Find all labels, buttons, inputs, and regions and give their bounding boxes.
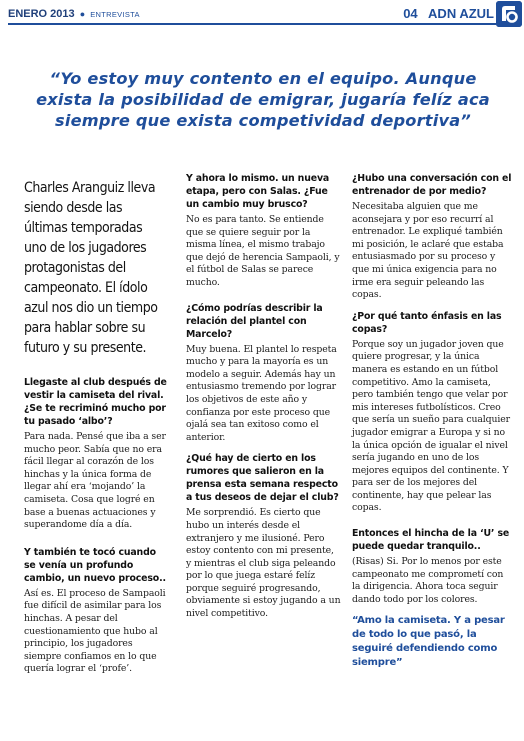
page-number: 04 (403, 6, 418, 21)
question: ¿Hubo una conversación con el entrenador de por medio? (352, 173, 512, 197)
pull-quote-top: “Yo estoy muy contento en el equipo. Aunque exista la posibilidad de emigrar, jugaría felíz aca siempre que exista competividad deportiva” (36, 69, 490, 130)
page-header (0, 0, 524, 34)
answer: Para nada. Pensé que iba a ser mucho peor. Sabía que no era fácil llegar al corazón de los hinchas y la única forma de llegar ahí era ‘mojando’ la camiseta. Cosa que logré en base a buenas actuaciones y superandome día a día. (24, 431, 166, 531)
answer: Necesitaba alguien que me aconsejara y por eso recurrí al entrenador. Le expliqué también mi posición, le aclaré que estaba entusiasmado por su proceso y que mi única exigencia para no irme era seguir peleando las copas. (352, 201, 504, 301)
column-3 (352, 172, 512, 670)
issue-info (8, 8, 140, 20)
question: ¿Qué hay de cierto en los rumores que salieron en la prensa esta semana respecto a tus deseos de dejar el club? (186, 453, 339, 504)
question: Y también te tocó cuando se venía un profundo cambio, un nuevo proceso.. (24, 546, 166, 584)
question: Llegaste al club después de vestir la camiseta del rival. ¿Se te recriminó mucho por tu pasado ‘albo’? (24, 377, 167, 427)
answer: Porque soy un jugador joven que quiere progresar, y la única manera es estando en un fútbol competitivo. Amo la camiseta, pero también tengo que velar por mis intereses futbolísticos. Creo que sería un sueño para cualquier jugador emigrar a Europa y si no la única opción de igualar el nivel sería jugando en uno de los mejores equipos del continente. Y para ser de los mejores del continente, hay que pelear las copas. (352, 338, 511, 514)
answer: Así es. El proceso de Sampaoli fue difícil de asimilar para los hinchas. A pesar del cuestionamiento que hubo al principio, los jugadores siempre confiamos en lo que quería lograr el ‘profe’. (24, 587, 166, 675)
magazine-logo-icon (496, 1, 522, 27)
question: ¿Por qué tanto énfasis en las copas? (352, 310, 502, 335)
answer: (Risas) Si. Por lo menos por este campeonato me comprometí con la dirigencia. Ahora toca seguir dando todo por los colores. (352, 556, 504, 605)
pull-quote-bottom: “Amo la camiseta. Y a pesar de todo lo que pasó, la seguiré defendiendo como siempre” (352, 615, 505, 669)
bullet-separator: ● (79, 9, 86, 19)
question: Entonces el hincha de la ‘U’ se puede quedar tranquilo.. (352, 528, 510, 553)
intro-paragraph: Charles Aranguiz lleva siendo desde las últimas temporadas uno de los jugadores protagonistas del campeonato. El ídolo azul nos dio un tiempo para hablar sobre su futuro y su presente. (24, 180, 158, 356)
issue-date: ENERO 2013 (8, 8, 75, 20)
question: Y ahora lo mismo. un nueva etapa, pero con Salas. ¿Fue un cambio muy brusco? (186, 173, 330, 210)
column-2 (186, 172, 341, 629)
column-1 (24, 172, 168, 684)
header-rule (8, 23, 496, 25)
magazine-name: ADN AZUL (428, 6, 494, 21)
section-name: ENTREVISTA (90, 10, 140, 19)
question: ¿Cómo podrías describir la relación del plantel con Marcelo? (186, 302, 323, 340)
page-folio (403, 6, 494, 21)
answer: Muy buena. El plantel lo respeta mucho y para la mayoría es un modelo a seguir. Además hay un entusiasmo tremendo por lograr los objetivos de este año y confianza por este proceso que ojalá sea tan exitoso como el anterior. (186, 343, 337, 443)
answer: Me sorprendió. Es cierto que hubo un interés desde el extranjero y me ilusioné. Pero estoy contento con mi presente, y mientras el club siga peleando por lo que juega estaré felíz porque seguiré progresando, obviamente si estoy jugando a un nivel competitivo. (186, 507, 341, 620)
answer: No es para tanto. Se entiende que se quiere seguir por la misma línea, el mismo trabajo que dejó de herencia Sampaoli, y el fútbol de Salas se parece mucho. (186, 214, 340, 288)
